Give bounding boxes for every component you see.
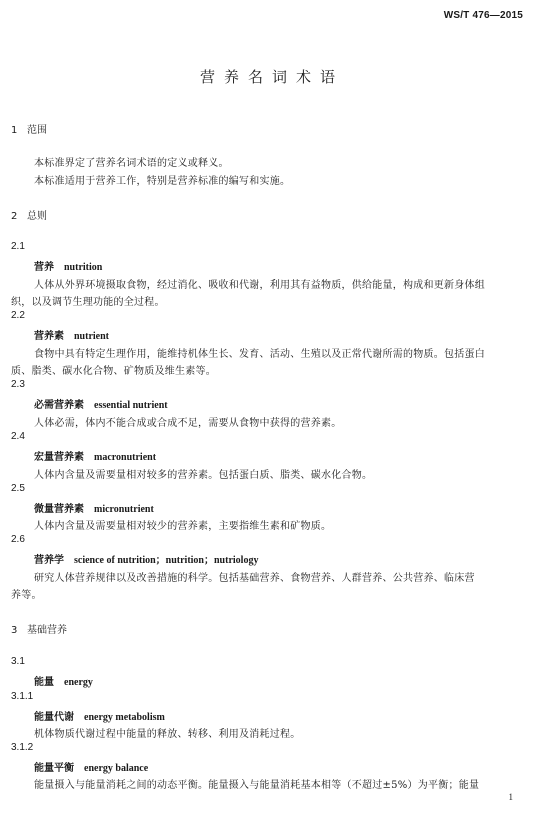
- section-number: 1: [11, 125, 18, 136]
- section-heading-1: [11, 121, 47, 136]
- term-en: essential nutrient: [94, 400, 168, 411]
- term-3-1-2: [34, 759, 148, 774]
- term-en: nutrition: [64, 262, 103, 273]
- page-number: 1: [508, 792, 513, 802]
- term-zh: 微量营养素: [34, 504, 84, 515]
- section-heading-2: [11, 207, 47, 222]
- term-zh: 营养素: [34, 331, 64, 342]
- term-2-3: [34, 396, 168, 411]
- section-heading-3: [11, 621, 67, 636]
- term-en: nutrient: [74, 331, 109, 342]
- entry-number-2-6: 2.6: [11, 534, 25, 545]
- term-en: micronutrient: [94, 504, 154, 515]
- term-3-1: [34, 673, 93, 688]
- section-number: 3: [11, 625, 18, 636]
- section-title: 范围: [27, 125, 47, 136]
- term-zh: 营养学: [34, 555, 64, 566]
- term-en: energy: [64, 677, 93, 688]
- term-3-1-1: [34, 708, 165, 723]
- entry-number-2-5: 2.5: [11, 483, 25, 494]
- scope-paragraph-1: 本标准界定了营养名词术语的定义或释义。: [34, 158, 229, 169]
- term-en: science of nutrition；nutrition；nutriology: [74, 555, 259, 566]
- term-en: energy balance: [84, 763, 149, 774]
- section-title: 基础营养: [27, 625, 67, 636]
- term-zh: 宏量营养素: [34, 452, 84, 463]
- entry-number-3-1-2: 3.1.2: [11, 742, 34, 753]
- definition-2-6-line-2: 养等。: [11, 590, 42, 601]
- definition-2-2-line-1: 食物中具有特定生理作用，能维持机体生长、发育、活动、生殖以及正常代谢所需的物质。包括蛋白: [34, 349, 485, 360]
- definition-2-5-line-1: 人体内含量及需要量相对较少的营养素，主要指维生素和矿物质。: [34, 521, 332, 532]
- definition-2-1-line-1: 人体从外界环境摄取食物，经过消化、吸收和代谢，利用其有益物质，供给能量，构成和更新身体组: [34, 280, 485, 291]
- definition-2-1-line-2: 织，以及调节生理功能的全过程。: [11, 297, 165, 308]
- term-zh: 能量代谢: [34, 712, 74, 723]
- definition-2-4-line-1: 人体内含量及需要量相对较多的营养素。包括蛋白质、脂类、碳水化合物。: [34, 470, 373, 481]
- term-zh: 营养: [34, 262, 54, 273]
- definition-2-6-line-1: 研究人体营养规律以及改善措施的科学。包括基础营养、食物营养、人群营养、公共营养、临床营: [34, 573, 475, 584]
- entry-number-3-1: 3.1: [11, 656, 25, 667]
- term-zh: 必需营养素: [34, 400, 84, 411]
- definition-2-2-line-2: 质、脂类、碳水化合物、矿物质及维生素等。: [11, 366, 216, 377]
- term-en: energy metabolism: [84, 712, 165, 723]
- entry-number-2-3: 2.3: [11, 379, 25, 390]
- term-zh: 能量: [34, 677, 54, 688]
- definition-3-1-2-line-1: 能量摄入与能量消耗之间的动态平衡。能量摄入与能量消耗基本相等（不超过±5%）为平衡；能量: [34, 780, 480, 791]
- document-title: 营养名词术语: [199, 68, 344, 86]
- definition-3-1-1-line-1: 机体物质代谢过程中能量的释放、转移、利用及消耗过程。: [34, 729, 301, 740]
- entry-number-2-4: 2.4: [11, 431, 25, 442]
- term-en: macronutrient: [94, 452, 157, 463]
- section-title: 总则: [27, 211, 47, 222]
- entry-number-3-1-1: 3.1.1: [11, 691, 34, 702]
- term-2-6: [34, 551, 258, 566]
- term-2-5: [34, 500, 154, 515]
- section-number: 2: [11, 211, 18, 222]
- standard-code: WS/T 476—2015: [443, 10, 523, 21]
- term-2-4: [34, 448, 156, 463]
- term-zh: 能量平衡: [34, 763, 74, 774]
- entry-number-2-1: 2.1: [11, 241, 25, 252]
- term-2-2: [34, 327, 109, 342]
- definition-2-3-line-1: 人体必需，体内不能合成或合成不足，需要从食物中获得的营养素。: [34, 418, 342, 429]
- term-2-1: [34, 258, 102, 273]
- entry-number-2-2: 2.2: [11, 310, 25, 321]
- scope-paragraph-2: 本标准适用于营养工作，特别是营养标准的编写和实施。: [34, 176, 291, 187]
